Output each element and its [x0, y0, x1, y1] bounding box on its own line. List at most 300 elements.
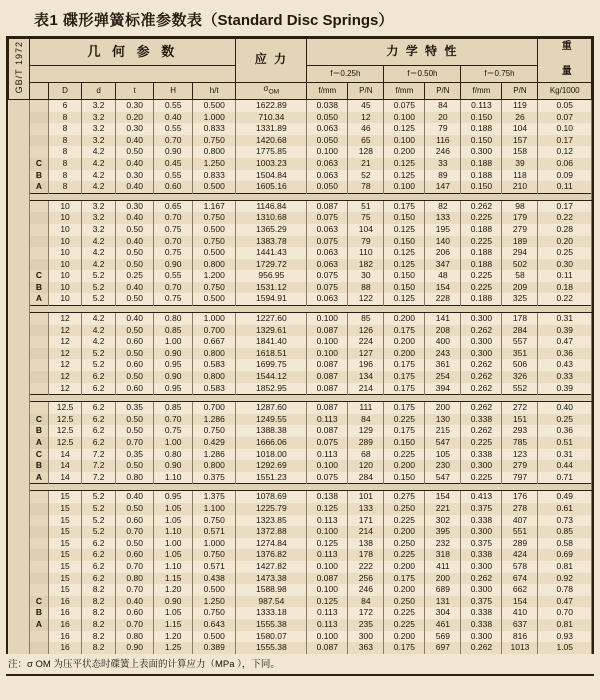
cell-p3: 278 — [502, 503, 538, 515]
header-f075: f＝0.75h — [461, 65, 538, 82]
cell-p3: 178 — [502, 313, 538, 325]
cell-ht: 0.375 — [192, 472, 236, 484]
cell-ht: 0.700 — [192, 325, 236, 337]
cell-kg: 0.12 — [538, 146, 592, 158]
cell-D: 8 — [48, 112, 82, 124]
cell-mark — [30, 526, 49, 538]
cell-f2: 0.175 — [384, 371, 425, 383]
cell-kg: 0.49 — [538, 491, 592, 503]
cell-p1: 171 — [348, 515, 384, 527]
table-row[interactable] — [9, 526, 592, 538]
cell-mark — [30, 491, 49, 503]
header-row-1 — [9, 39, 592, 66]
cell-d: 4.2 — [82, 146, 116, 158]
cell-kg: 0.17 — [538, 200, 592, 212]
cell-f3: 0.300 — [461, 460, 502, 472]
table-row[interactable] — [9, 503, 592, 515]
cell-f2: 0.125 — [384, 293, 425, 305]
cell-D: 10 — [48, 236, 82, 248]
cell-p2: 133 — [425, 212, 461, 224]
cell-p1: 182 — [348, 259, 384, 271]
cell-mark — [30, 99, 49, 111]
cell-p3: 351 — [502, 348, 538, 360]
cell-mark: A — [30, 293, 49, 305]
header-weight: 重 量 — [538, 39, 592, 83]
cell-p2: 79 — [425, 123, 461, 135]
table-row[interactable] — [9, 348, 592, 360]
cell-p3: 552 — [502, 383, 538, 395]
cell-H: 0.70 — [154, 212, 193, 224]
cell-p1: 363 — [348, 642, 384, 654]
header-col-p1: P/N — [348, 82, 384, 99]
table-row[interactable] — [9, 224, 592, 236]
cell-H: 0.70 — [154, 282, 193, 294]
cell-ht: 0.429 — [192, 437, 236, 449]
cell-p1: 128 — [348, 146, 384, 158]
cell-s: 1504.84 — [236, 170, 307, 182]
cell-f1: 0.087 — [307, 383, 348, 395]
cell-mark: C — [30, 414, 49, 426]
cell-f2: 0.175 — [384, 573, 425, 585]
cell-d: 5.2 — [82, 491, 116, 503]
cell-s: 1146.84 — [236, 200, 307, 212]
cell-p3: 279 — [502, 224, 538, 236]
cell-ht: 0.700 — [192, 402, 236, 414]
cell-p1: 129 — [348, 425, 384, 437]
cell-kg: 0.43 — [538, 359, 592, 371]
cell-mark — [30, 247, 49, 259]
cell-mark — [30, 135, 49, 147]
cell-f3: 0.188 — [461, 293, 502, 305]
table-row[interactable] — [9, 414, 592, 426]
cell-p3: 674 — [502, 573, 538, 585]
cell-p2: 254 — [425, 371, 461, 383]
cell-f2: 0.175 — [384, 325, 425, 337]
table-row[interactable] — [9, 402, 592, 414]
cell-f3: 0.338 — [461, 619, 502, 631]
cell-f2: 0.200 — [384, 460, 425, 472]
table-row[interactable] — [9, 135, 592, 147]
cell-H: 0.90 — [154, 371, 193, 383]
cell-D: 8 — [48, 135, 82, 147]
cell-d: 4.2 — [82, 336, 116, 348]
cell-f2: 0.100 — [384, 112, 425, 124]
cell-p3: 123 — [502, 449, 538, 461]
table-row[interactable] — [9, 607, 592, 619]
cell-p2: 395 — [425, 526, 461, 538]
table-row[interactable] — [9, 359, 592, 371]
header-col-H: H — [154, 82, 193, 99]
cell-f2: 0.150 — [384, 282, 425, 294]
cell-d: 5.2 — [82, 293, 116, 305]
cell-f1: 0.087 — [307, 425, 348, 437]
cell-H: 0.55 — [154, 99, 193, 111]
table-row[interactable] — [9, 123, 592, 135]
cell-t: 0.50 — [115, 348, 154, 360]
cell-D: 16 — [48, 596, 82, 608]
cell-p1: 214 — [348, 526, 384, 538]
cell-ht: 0.667 — [192, 336, 236, 348]
header-standard: GB/T 1972 — [9, 39, 30, 100]
cell-p1: 21 — [348, 158, 384, 170]
cell-f1: 0.125 — [307, 538, 348, 550]
cell-f3: 0.262 — [461, 573, 502, 585]
cell-D: 12 — [48, 313, 82, 325]
cell-H: 1.05 — [154, 607, 193, 619]
cell-s: 1365.29 — [236, 224, 307, 236]
cell-kg: 0.39 — [538, 325, 592, 337]
cell-f1: 0.100 — [307, 561, 348, 573]
cell-H: 1.00 — [154, 336, 193, 348]
cell-f1: 0.100 — [307, 631, 348, 643]
cell-f3: 0.188 — [461, 123, 502, 135]
cell-d: 5.2 — [82, 270, 116, 282]
table-row[interactable] — [9, 515, 592, 527]
table-row[interactable] — [9, 631, 592, 643]
table-row[interactable] — [9, 270, 592, 282]
cell-kg: 0.07 — [538, 112, 592, 124]
table-row[interactable] — [9, 325, 592, 337]
table-row[interactable] — [9, 460, 592, 472]
cell-f1: 0.050 — [307, 181, 348, 193]
cell-f1: 0.050 — [307, 135, 348, 147]
cell-H: 1.10 — [154, 472, 193, 484]
cell-D: 10 — [48, 270, 82, 282]
cell-s: 1551.23 — [236, 472, 307, 484]
cell-mark — [30, 224, 49, 236]
cell-f1: 0.100 — [307, 336, 348, 348]
table-row[interactable] — [9, 158, 592, 170]
cell-f3: 0.338 — [461, 414, 502, 426]
table-row[interactable] — [9, 181, 592, 193]
cell-H: 1.10 — [154, 526, 193, 538]
table-row[interactable] — [9, 449, 592, 461]
table-row[interactable] — [9, 642, 592, 654]
cell-t: 0.60 — [115, 515, 154, 527]
cell-H: 0.65 — [154, 200, 193, 212]
cell-p2: 147 — [425, 181, 461, 193]
cell-kg: 0.25 — [538, 247, 592, 259]
header-col-ht: h/t — [192, 82, 236, 99]
cell-kg: 0.25 — [538, 414, 592, 426]
table-row[interactable] — [9, 596, 592, 608]
cell-f2: 0.125 — [384, 123, 425, 135]
cell-p1: 246 — [348, 584, 384, 596]
cell-t: 0.40 — [115, 158, 154, 170]
cell-d: 4.2 — [82, 158, 116, 170]
cell-s: 1274.84 — [236, 538, 307, 550]
cell-H: 0.70 — [154, 414, 193, 426]
cell-f3: 0.262 — [461, 359, 502, 371]
cell-p1: 120 — [348, 460, 384, 472]
cell-t: 0.50 — [115, 371, 154, 383]
cell-kg: 0.71 — [538, 472, 592, 484]
table-head — [9, 39, 592, 100]
table-row[interactable] — [9, 584, 592, 596]
header-mark — [30, 82, 49, 99]
cell-d: 5.2 — [82, 515, 116, 527]
cell-t: 0.80 — [115, 573, 154, 585]
cell-ht: 0.389 — [192, 642, 236, 654]
cell-p2: 33 — [425, 158, 461, 170]
cell-t: 0.25 — [115, 270, 154, 282]
cell-mark — [30, 123, 49, 135]
cell-d: 5.2 — [82, 348, 116, 360]
cell-p3: 157 — [502, 135, 538, 147]
cell-p1: 45 — [348, 99, 384, 111]
cell-D: 15 — [48, 491, 82, 503]
cell-f2: 0.175 — [384, 359, 425, 371]
cell-ht: 0.750 — [192, 282, 236, 294]
cell-p3: 26 — [502, 112, 538, 124]
cell-p3: 179 — [502, 212, 538, 224]
header-f050: f＝0.50h — [384, 65, 461, 82]
table-row[interactable] — [9, 425, 592, 437]
cell-H: 0.55 — [154, 270, 193, 282]
cell-p3: 637 — [502, 619, 538, 631]
cell-p3: 39 — [502, 158, 538, 170]
cell-f1: 0.100 — [307, 146, 348, 158]
cell-d: 4.2 — [82, 170, 116, 182]
table-row[interactable] — [9, 619, 592, 631]
cell-f3: 0.338 — [461, 607, 502, 619]
table-row[interactable] — [9, 371, 592, 383]
cell-ht: 0.800 — [192, 348, 236, 360]
cell-p1: 111 — [348, 402, 384, 414]
table-row[interactable] — [9, 99, 592, 111]
cell-f2: 0.175 — [384, 642, 425, 654]
cell-s: 1841.40 — [236, 336, 307, 348]
cell-t: 0.70 — [115, 561, 154, 573]
cell-mark — [30, 359, 49, 371]
cell-H: 0.90 — [154, 596, 193, 608]
cell-mark — [30, 642, 49, 654]
cell-d: 3.2 — [82, 99, 116, 111]
cell-p3: 176 — [502, 491, 538, 503]
cell-p3: 118 — [502, 170, 538, 182]
cell-p3: 209 — [502, 282, 538, 294]
table-row[interactable] — [9, 549, 592, 561]
table-row[interactable] — [9, 170, 592, 182]
cell-kg: 0.11 — [538, 181, 592, 193]
cell-ht: 0.833 — [192, 170, 236, 182]
cell-s: 1852.95 — [236, 383, 307, 395]
cell-p3: 289 — [502, 538, 538, 550]
header-col-sigma: $\sigma_{OM}$ — [236, 82, 307, 99]
cell-f3: 0.262 — [461, 425, 502, 437]
table-row[interactable] — [9, 313, 592, 325]
cell-ht: 1.000 — [192, 313, 236, 325]
cell-H: 0.60 — [154, 181, 193, 193]
cell-H: 0.75 — [154, 425, 193, 437]
cell-ht: 0.750 — [192, 515, 236, 527]
cell-f1: 0.113 — [307, 515, 348, 527]
cell-p2: 116 — [425, 135, 461, 147]
cell-t: 0.40 — [115, 135, 154, 147]
cell-t: 0.40 — [115, 212, 154, 224]
header-col-p2: P/N — [425, 82, 461, 99]
cell-mark — [30, 515, 49, 527]
table-note: 注：σ OM 为压平状态时碟簧上表面的计算应力（MPa ），下同。 — [8, 658, 280, 670]
cell-H: 0.80 — [154, 313, 193, 325]
cell-f2: 0.200 — [384, 313, 425, 325]
cell-p3: 797 — [502, 472, 538, 484]
cell-d: 6.2 — [82, 371, 116, 383]
table-row[interactable] — [9, 282, 592, 294]
cell-s: 1666.06 — [236, 437, 307, 449]
cell-t: 0.50 — [115, 460, 154, 472]
cell-p3: 326 — [502, 371, 538, 383]
cell-kg: 0.28 — [538, 224, 592, 236]
cell-f1: 0.075 — [307, 437, 348, 449]
cell-s: 1018.00 — [236, 449, 307, 461]
cell-p1: 84 — [348, 596, 384, 608]
table-row[interactable] — [9, 236, 592, 248]
cell-s: 1555.38 — [236, 619, 307, 631]
cell-D: 10 — [48, 282, 82, 294]
cell-H: 1.10 — [154, 561, 193, 573]
cell-t: 0.50 — [115, 293, 154, 305]
cell-kg: 0.36 — [538, 348, 592, 360]
cell-p3: 325 — [502, 293, 538, 305]
table-row[interactable] — [9, 247, 592, 259]
cell-D: 8 — [48, 170, 82, 182]
cell-f1: 0.138 — [307, 491, 348, 503]
cell-H: 0.55 — [154, 123, 193, 135]
cell-f1: 0.038 — [307, 99, 348, 111]
cell-d: 8.2 — [82, 584, 116, 596]
table-row[interactable] — [9, 437, 592, 449]
cell-s: 1427.82 — [236, 561, 307, 573]
table-row[interactable] — [9, 200, 592, 212]
cell-H: 0.75 — [154, 224, 193, 236]
table-row[interactable] — [9, 383, 592, 395]
cell-d: 6.2 — [82, 561, 116, 573]
cell-f2: 0.225 — [384, 607, 425, 619]
cell-H: 0.95 — [154, 359, 193, 371]
header-geometry: 几 何 参 数 — [30, 39, 236, 66]
cell-f2: 0.200 — [384, 146, 425, 158]
table-row[interactable] — [9, 491, 592, 503]
cell-p1: 289 — [348, 437, 384, 449]
cell-f2: 0.200 — [384, 348, 425, 360]
cell-p3: 119 — [502, 99, 538, 111]
cell-ht: 0.500 — [192, 99, 236, 111]
cell-p2: 215 — [425, 425, 461, 437]
cell-f2: 0.100 — [384, 181, 425, 193]
cell-mark: C — [30, 449, 49, 461]
table-row[interactable] — [9, 293, 592, 305]
table-row[interactable] — [9, 146, 592, 158]
cell-mark — [30, 112, 49, 124]
cell-ht: 1.286 — [192, 414, 236, 426]
table-row[interactable] — [9, 112, 592, 124]
cell-f2: 0.275 — [384, 491, 425, 503]
cell-ht: 1.167 — [192, 200, 236, 212]
cell-ht: 0.750 — [192, 135, 236, 147]
cell-s: 1383.78 — [236, 236, 307, 248]
cell-t: 0.80 — [115, 472, 154, 484]
cell-H: 0.70 — [154, 135, 193, 147]
table-row[interactable] — [9, 561, 592, 573]
table-row[interactable] — [9, 336, 592, 348]
cell-f1: 0.063 — [307, 123, 348, 135]
cell-p2: 547 — [425, 472, 461, 484]
cell-p2: 89 — [425, 170, 461, 182]
cell-s: 1292.69 — [236, 460, 307, 472]
cell-f2: 0.200 — [384, 584, 425, 596]
header-mechanical: 力 学 特 性 — [307, 39, 538, 66]
cell-f1: 0.075 — [307, 212, 348, 224]
cell-t: 0.60 — [115, 549, 154, 561]
table-row[interactable] — [9, 538, 592, 550]
table-row[interactable] — [9, 259, 592, 271]
cell-f3: 0.300 — [461, 146, 502, 158]
cell-ht: 0.750 — [192, 236, 236, 248]
table-row[interactable] — [9, 472, 592, 484]
cell-s: 1372.88 — [236, 526, 307, 538]
cell-f2: 0.225 — [384, 414, 425, 426]
cell-f3: 0.338 — [461, 515, 502, 527]
cell-s: 1699.75 — [236, 359, 307, 371]
table-row[interactable] — [9, 573, 592, 585]
cell-s: 1473.38 — [236, 573, 307, 585]
cell-f3: 0.150 — [461, 135, 502, 147]
cell-p1: 214 — [348, 383, 384, 395]
cell-s: 1555.38 — [236, 642, 307, 654]
cell-f2: 0.100 — [384, 135, 425, 147]
cell-s: 1333.18 — [236, 607, 307, 619]
cell-D: 15 — [48, 549, 82, 561]
group-separator — [9, 484, 592, 491]
table-row[interactable] — [9, 212, 592, 224]
cell-mark — [30, 549, 49, 561]
cell-p2: 394 — [425, 383, 461, 395]
cell-f1: 0.113 — [307, 619, 348, 631]
cell-p1: 172 — [348, 607, 384, 619]
cell-p2: 347 — [425, 259, 461, 271]
cell-p3: 506 — [502, 359, 538, 371]
cell-p2: 304 — [425, 607, 461, 619]
cell-d: 6.2 — [82, 425, 116, 437]
cell-d: 3.2 — [82, 200, 116, 212]
cell-d: 8.2 — [82, 607, 116, 619]
header-stress: 应 力 — [236, 39, 307, 83]
group-separator — [9, 193, 592, 200]
cell-p2: 131 — [425, 596, 461, 608]
cell-t: 0.60 — [115, 336, 154, 348]
cell-p1: 138 — [348, 538, 384, 550]
cell-H: 0.45 — [154, 158, 193, 170]
cell-ht: 0.750 — [192, 212, 236, 224]
cell-f3: 0.300 — [461, 526, 502, 538]
cell-H: 0.85 — [154, 402, 193, 414]
cell-kg: 0.17 — [538, 135, 592, 147]
cell-p1: 110 — [348, 247, 384, 259]
cell-p1: 127 — [348, 348, 384, 360]
cell-ht: 1.375 — [192, 491, 236, 503]
cell-p3: 189 — [502, 236, 538, 248]
cell-p2: 195 — [425, 224, 461, 236]
cell-p1: 51 — [348, 200, 384, 212]
cell-H: 0.80 — [154, 449, 193, 461]
header-col-f1: f/mm — [307, 82, 348, 99]
cell-f2: 0.250 — [384, 596, 425, 608]
cell-t: 0.60 — [115, 359, 154, 371]
cell-D: 16 — [48, 607, 82, 619]
cell-t: 0.50 — [115, 503, 154, 515]
cell-p2: 461 — [425, 619, 461, 631]
